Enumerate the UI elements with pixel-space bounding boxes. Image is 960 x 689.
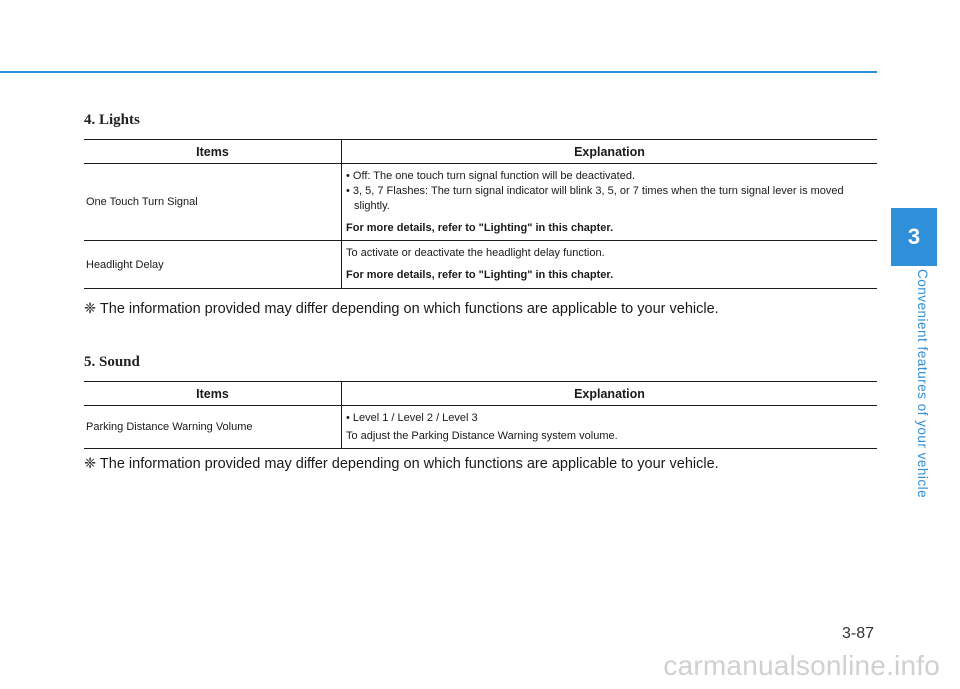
table-row — [84, 241, 877, 289]
bullet-text: • Level 1 / Level 2 / Level 3 — [346, 411, 478, 424]
table-row — [84, 164, 877, 241]
row-explanation — [342, 406, 878, 449]
row-item-parking-distance-warning-volume: Parking Distance Warning Volume — [84, 406, 342, 449]
explanation-column-header: Explanation — [342, 140, 878, 164]
items-column-header: Items — [84, 382, 342, 406]
row-explanation — [342, 164, 878, 241]
explanation-column-header: Explanation — [342, 382, 878, 406]
detail-reference: For more details, refer to "Lighting" in this chapter. — [346, 221, 614, 234]
table-header — [84, 382, 877, 406]
row-item-headlight-delay: Headlight Delay — [84, 241, 342, 289]
chapter-title: Convenient features of your vehicle — [915, 269, 930, 499]
detail-reference: For more details, refer to "Lighting" in this chapter. — [346, 269, 614, 281]
chapter-number-tab: 3 — [891, 208, 937, 266]
watermark: carmanualsonline.info — [663, 650, 940, 681]
section-title-sound: 5. Sound — [84, 354, 140, 370]
bullet-text: • 3, 5, 7 Flashes: The turn signal indicator will blink 3, 5, or 7 times when the turn signal lever is moved slightly. — [346, 184, 844, 212]
row-explanation — [342, 241, 878, 289]
items-column-header: Items — [84, 140, 342, 164]
page-number: 3-87 — [842, 625, 875, 642]
bullet-text: • Off: The one touch turn signal function will be deactivated. — [346, 169, 636, 182]
lights-table — [84, 139, 877, 289]
top-rule — [0, 71, 877, 73]
explanation-text: To adjust the Parking Distance Warning system volume. — [346, 429, 618, 442]
sound-note: ❈ The information provided may differ depending on which functions are applicable to your vehicle. — [84, 456, 719, 472]
sound-table — [84, 381, 877, 449]
explanation-text: To activate or deactivate the headlight delay function. — [346, 247, 605, 259]
row-item-one-touch-turn-signal: One Touch Turn Signal — [84, 164, 342, 241]
table-row — [84, 406, 877, 449]
table-header — [84, 140, 877, 164]
lights-note: ❈ The information provided may differ depending on which functions are applicable to your vehicle. — [84, 301, 719, 317]
section-title-lights: 4. Lights — [84, 112, 140, 128]
